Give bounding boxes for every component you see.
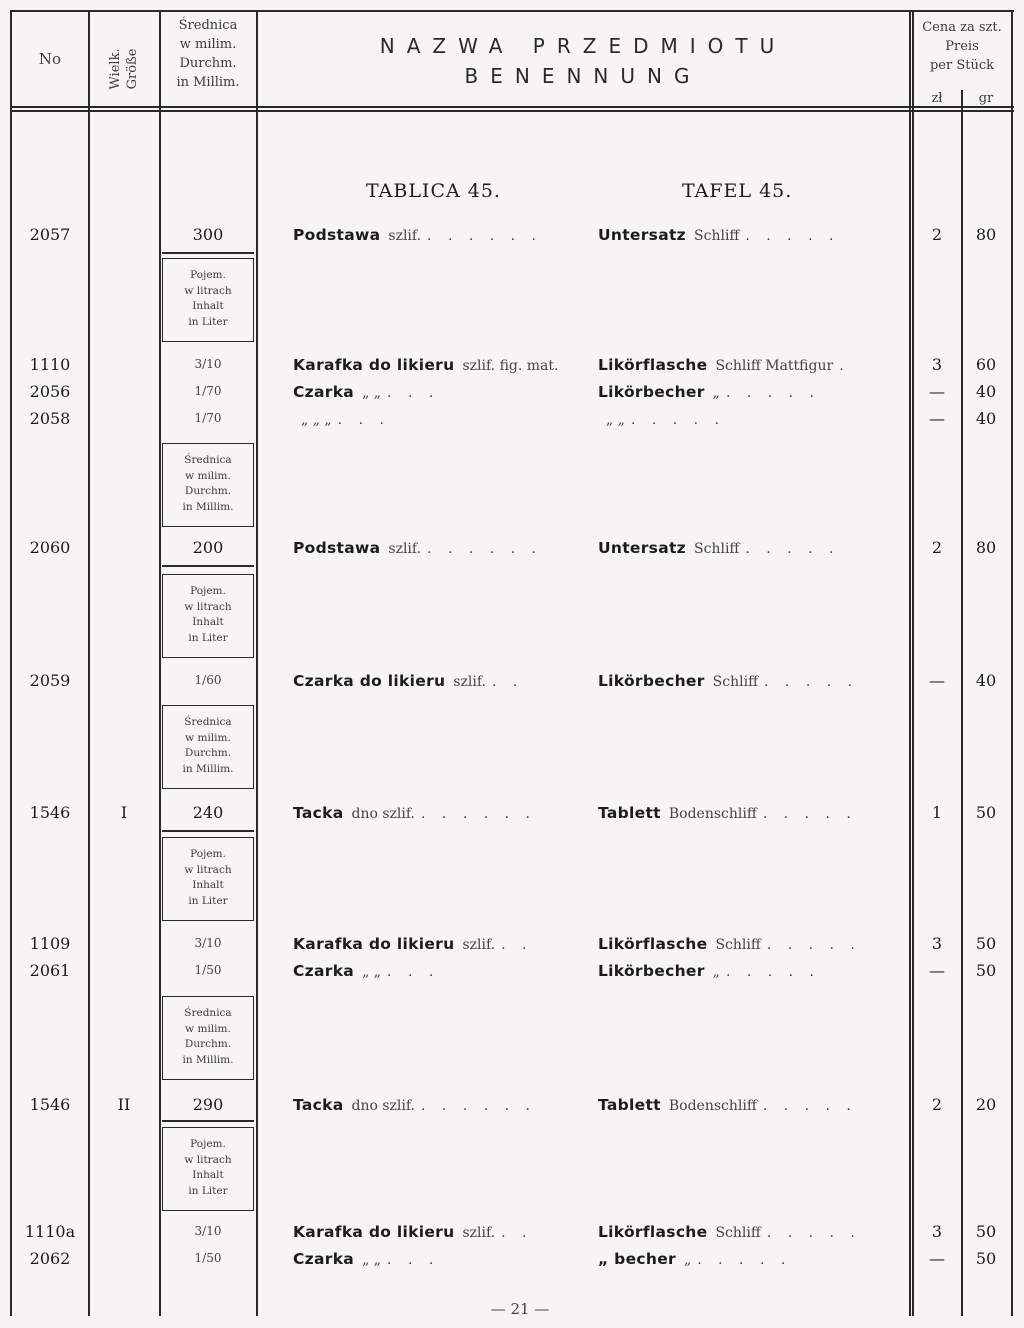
header-name-de: BENENNUNG xyxy=(464,64,702,88)
item-diameter: 1/50 xyxy=(194,963,222,977)
header-bottom-rule xyxy=(10,106,1014,108)
header-no: No xyxy=(38,50,62,68)
item-name-de: Tablett xyxy=(598,1096,661,1114)
price-gr: 40 xyxy=(975,671,997,690)
item-name-pl: Karafka do likieru xyxy=(293,1223,455,1241)
item-detail-de: „ „ xyxy=(606,412,625,428)
column-rule xyxy=(912,10,914,1316)
leader-dots: . . . . . xyxy=(725,385,820,401)
capacity-box-label: Pojem. w litrach Inhalt in Liter xyxy=(184,585,232,644)
item-number: 2059 xyxy=(29,671,71,690)
item-detail-pl: „ „ xyxy=(362,1252,382,1268)
column-rule xyxy=(256,10,258,1316)
item-diameter: 1/70 xyxy=(194,384,222,398)
header-size xyxy=(90,30,158,90)
item-de xyxy=(598,961,878,980)
item-diameter: 1/50 xyxy=(194,1251,222,1265)
item-name-de: „ becher xyxy=(598,1250,676,1268)
price-zl: 2 xyxy=(931,1095,943,1114)
item-detail-de: Schliff Mattfigur xyxy=(715,358,834,374)
item-diameter: 290 xyxy=(192,1095,224,1114)
leader-dots: . . . . . . xyxy=(427,541,542,557)
item-number: 1546 xyxy=(29,803,71,822)
table-top-rule xyxy=(10,10,1014,12)
item-name-pl: Czarka xyxy=(293,962,355,980)
price-gr: 50 xyxy=(975,803,997,822)
price-gr: 50 xyxy=(975,934,997,953)
item-de xyxy=(598,1095,878,1114)
price-gr: 60 xyxy=(975,355,997,374)
item-detail-de: „ xyxy=(712,385,720,401)
leader-dots: . . . . . xyxy=(766,937,861,953)
item-diameter: 240 xyxy=(192,803,224,822)
item-detail-pl: szlif. fig. mat. xyxy=(462,358,559,374)
item-pl xyxy=(293,1249,578,1268)
diameter-box-label: Średnica w milim. Durchm. in Millim. xyxy=(182,716,234,775)
item-name-de: Likörbecher xyxy=(598,672,705,690)
item-number: 1109 xyxy=(29,934,71,953)
item-detail-pl: „ „ „ xyxy=(301,412,332,428)
item-name-de: Untersatz xyxy=(598,539,687,557)
item-detail-pl: szlif. xyxy=(462,937,496,953)
price-zl: — xyxy=(929,671,945,690)
item-number: 2062 xyxy=(29,1249,71,1268)
item-pl xyxy=(293,934,578,953)
price-zl: — xyxy=(929,382,945,401)
item-diameter: 3/10 xyxy=(194,936,222,950)
cell-rule xyxy=(162,565,254,567)
item-name-pl: Podstawa xyxy=(293,539,381,557)
capacity-box-label: Pojem. w litrach Inhalt in Liter xyxy=(184,269,232,328)
price-zl: — xyxy=(929,409,945,428)
leader-dots: . . . . . . xyxy=(421,1098,536,1114)
price-zl: 1 xyxy=(931,803,943,822)
item-detail-de: Bodenschliff xyxy=(668,806,757,822)
item-detail-de: Schliff xyxy=(712,674,759,690)
table-title-de: TAFEL 45. xyxy=(682,180,793,202)
item-number: 2060 xyxy=(29,538,71,557)
item-de xyxy=(598,803,878,822)
item-name-pl: Tacka xyxy=(293,1096,344,1114)
header-price xyxy=(912,18,1012,75)
item-de xyxy=(598,1222,878,1241)
cell-rule xyxy=(162,830,254,832)
column-rule xyxy=(88,10,90,1316)
capacity-box-label: Pojem. w litrach Inhalt in Liter xyxy=(184,848,232,907)
item-number: 1546 xyxy=(29,1095,71,1114)
header-bottom-rule-2 xyxy=(10,110,1014,112)
item-name-de: Untersatz xyxy=(598,226,687,244)
item-number: 2057 xyxy=(29,225,71,244)
item-de xyxy=(598,538,878,557)
item-detail-de: Schliff xyxy=(715,1225,761,1241)
item-detail-de: Schliff xyxy=(694,541,740,557)
diameter-box-label: Średnica w milim. Durchm. in Millim. xyxy=(182,1007,234,1066)
item-pl xyxy=(293,538,578,557)
column-rule xyxy=(159,10,161,1316)
price-gr: 40 xyxy=(975,382,997,401)
header-diameter-line2: w milim. xyxy=(179,37,237,52)
item-detail-de: „ xyxy=(712,964,720,980)
item-name-de: Likörbecher xyxy=(598,383,705,401)
header-diameter-line4: in Millim. xyxy=(176,75,240,90)
header-price-line3: per Stück xyxy=(929,58,995,73)
item-size: I xyxy=(120,803,128,822)
leader-dots: . . . xyxy=(387,964,440,980)
item-diameter: 1/70 xyxy=(194,411,222,425)
item-number: 1110a xyxy=(24,1222,76,1241)
item-diameter: 3/10 xyxy=(194,357,222,371)
header-size-de: Größe xyxy=(125,48,140,90)
header-price-line1: Cena za szt. xyxy=(922,20,1002,35)
item-detail-pl: dno szlif. xyxy=(351,1098,416,1114)
leader-dots: . . . . . xyxy=(766,1225,861,1241)
header-diameter xyxy=(162,16,254,92)
item-detail-pl: „ „ xyxy=(362,964,382,980)
item-de xyxy=(598,409,878,428)
price-gr: 50 xyxy=(975,961,997,980)
leader-dots: . . . xyxy=(387,385,440,401)
price-gr: 80 xyxy=(975,538,997,557)
leader-dots: . . . . . xyxy=(697,1252,792,1268)
item-name-de: Likörbecher xyxy=(598,962,705,980)
price-zl: 2 xyxy=(931,538,943,557)
cell-rule xyxy=(162,252,254,254)
item-detail-de: „ xyxy=(683,1252,692,1268)
item-diameter: 200 xyxy=(192,538,224,557)
item-pl xyxy=(293,961,578,980)
leader-dots: . xyxy=(839,358,850,374)
item-pl xyxy=(293,409,578,428)
price-zl: — xyxy=(929,961,945,980)
leader-dots: . . xyxy=(501,937,533,953)
item-pl xyxy=(293,225,578,244)
item-pl xyxy=(293,1222,578,1241)
item-name-pl: Karafka do likieru xyxy=(293,356,455,374)
item-detail-pl: dno szlif. xyxy=(351,806,416,822)
item-name-de: Tablett xyxy=(598,804,661,822)
item-name-pl: Czarka xyxy=(293,383,355,401)
item-pl xyxy=(293,671,578,690)
item-detail-de: Schliff xyxy=(694,228,740,244)
item-de xyxy=(598,934,878,953)
diameter-box-label: Średnica w milim. Durchm. in Millim. xyxy=(182,454,234,513)
leader-dots: . . . . . . xyxy=(427,228,542,244)
leader-dots: . . . . . xyxy=(762,1098,857,1114)
price-gr: 40 xyxy=(975,409,997,428)
item-pl xyxy=(293,1095,578,1114)
item-de xyxy=(598,225,878,244)
item-detail-pl: szlif. xyxy=(388,541,422,557)
header-size-pl: Wielk. xyxy=(108,48,123,90)
leader-dots: . . . . . xyxy=(745,228,840,244)
leader-dots: . . xyxy=(492,674,524,690)
item-name-de: Likörflasche xyxy=(598,935,708,953)
item-detail-de: Schliff xyxy=(715,937,761,953)
item-detail-de: Bodenschliff xyxy=(668,1098,757,1114)
item-number: 2061 xyxy=(29,961,71,980)
item-number: 1110 xyxy=(29,355,71,374)
leader-dots: . . . xyxy=(387,1252,440,1268)
column-rule xyxy=(1011,10,1013,1316)
header-price-zl: zł xyxy=(931,91,943,106)
table-title-pl: TABLICA 45. xyxy=(366,180,501,202)
leader-dots: . . . . . xyxy=(630,412,726,428)
page-number: — 21 — xyxy=(490,1300,550,1318)
item-pl xyxy=(293,382,578,401)
item-name-pl: Tacka xyxy=(293,804,344,822)
leader-dots: . . . xyxy=(337,412,390,428)
leader-dots: . . . . . xyxy=(764,674,859,690)
item-detail-pl: szlif. xyxy=(453,674,486,690)
item-diameter: 1/60 xyxy=(194,673,222,687)
item-de xyxy=(598,1249,878,1268)
cell-rule xyxy=(162,1120,254,1122)
column-rule xyxy=(10,10,12,1316)
price-zl: 3 xyxy=(931,1222,943,1241)
item-name-de: Likörflasche xyxy=(598,356,708,374)
item-diameter: 300 xyxy=(192,225,224,244)
item-name-pl: Podstawa xyxy=(293,226,381,244)
item-number: 2058 xyxy=(29,409,71,428)
header-diameter-line3: Durchm. xyxy=(179,56,237,71)
price-zl: — xyxy=(929,1249,945,1268)
header-diameter-line1: Średnica xyxy=(178,18,238,33)
header-price-gr: gr xyxy=(978,91,994,106)
price-gr: 20 xyxy=(975,1095,997,1114)
item-detail-pl: szlif. xyxy=(388,228,422,244)
item-size: II xyxy=(117,1095,131,1114)
item-detail-pl: szlif. xyxy=(462,1225,496,1241)
item-de xyxy=(598,355,878,374)
item-detail-pl: „ „ xyxy=(362,385,382,401)
item-pl xyxy=(293,355,578,374)
leader-dots: . . . . . xyxy=(762,806,857,822)
leader-dots: . . . . . . xyxy=(421,806,536,822)
leader-dots: . . . . . xyxy=(725,964,820,980)
capacity-box-label: Pojem. w litrach Inhalt in Liter xyxy=(184,1138,232,1197)
leader-dots: . . . . . xyxy=(745,541,840,557)
price-zl: 3 xyxy=(931,355,943,374)
item-number: 2056 xyxy=(29,382,71,401)
item-name-pl: Karafka do likieru xyxy=(293,935,455,953)
price-gr: 80 xyxy=(975,225,997,244)
item-diameter: 3/10 xyxy=(194,1224,222,1238)
price-gr: 50 xyxy=(975,1249,997,1268)
column-rule xyxy=(961,90,963,1316)
price-gr: 50 xyxy=(975,1222,997,1241)
item-name-pl: Czarka do likieru xyxy=(293,672,446,690)
item-de xyxy=(598,671,878,690)
price-zl: 2 xyxy=(931,225,943,244)
price-zl: 3 xyxy=(931,934,943,953)
item-pl xyxy=(293,803,578,822)
leader-dots: . . xyxy=(501,1225,533,1241)
item-de xyxy=(598,382,878,401)
header-price-line2: Preis xyxy=(945,39,979,54)
item-name-pl: Czarka xyxy=(293,1250,355,1268)
header-name-pl: NAZWA PRZEDMIOTU xyxy=(379,34,787,58)
column-rule xyxy=(909,10,911,1316)
item-name-de: Likörflasche xyxy=(598,1223,708,1241)
